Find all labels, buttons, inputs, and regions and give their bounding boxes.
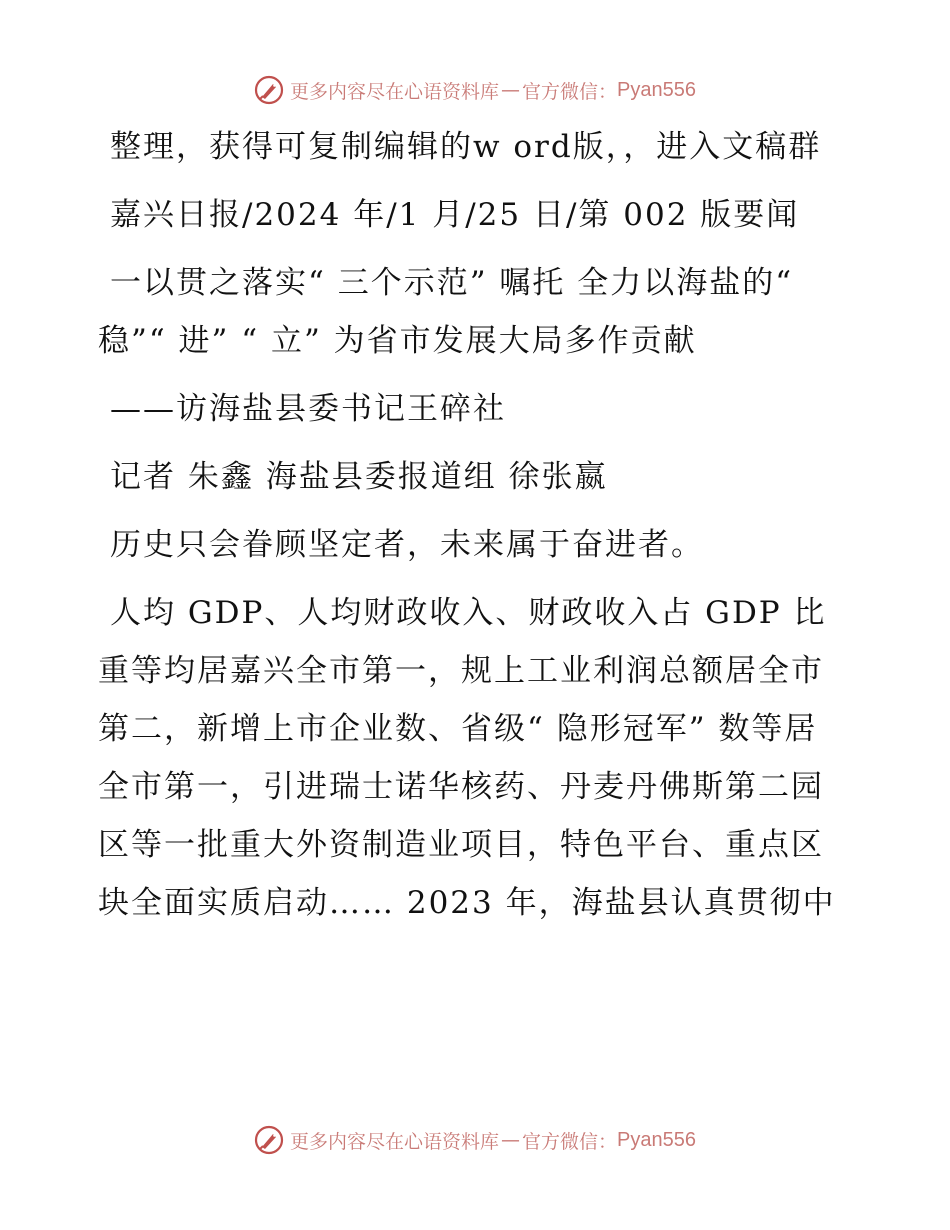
banner-dash: — <box>501 1129 521 1151</box>
article-headline: 一以贯之落实“ 三个示范” 嘱托 全力以海盐的“ 稳”“ 进” “ 立” 为省市发展大局多作贡献 <box>98 265 794 359</box>
intro-paragraph: 整理，获得可复制编辑的w ord版，，进入文稿群 <box>110 129 822 165</box>
pen-nib-logo-icon <box>254 1125 284 1155</box>
document-body <box>98 118 850 942</box>
banner-contact-label: 官方微信： <box>522 80 618 103</box>
banner-dash: — <box>501 79 521 101</box>
body-paragraph: 历史只会眷顾坚定者，未来属于奋进者。 <box>110 527 704 563</box>
header-watermark-banner <box>0 70 950 110</box>
article-subheadline: ——访海盐县委书记王碎社 <box>110 391 506 427</box>
banner-contact-id: Pyan556 <box>617 1128 696 1151</box>
footer-watermark-banner <box>0 1120 950 1160</box>
banner-contact-label: 官方微信： <box>522 1130 618 1153</box>
banner-contact-id: Pyan556 <box>617 78 696 101</box>
banner-text: 更多内容尽在心语资料库 <box>290 80 500 103</box>
byline: 记者 朱鑫 海盐县委报道组 徐张嬴 <box>110 459 608 495</box>
banner-text: 更多内容尽在心语资料库 <box>290 1130 500 1153</box>
body-paragraph: 人均 GDP、人均财政收入、财政收入占 GDP 比重等均居嘉兴全市第一，规上工业利润总额居全市第二，新增上市企业数、省级“ 隐形冠军” 数等居全市第一，引进瑞士诺华核药、丹麦丹佛斯第二园区等一批重大外资制造业项目，特色平台、重点区块全面实质启动…… 2023 年，海盐县认真贯彻中 <box>98 595 836 921</box>
pen-nib-logo-icon <box>254 75 284 105</box>
source-line: 嘉兴日报/2024 年/1 月/25 日/第 002 版要闻 <box>110 197 800 233</box>
